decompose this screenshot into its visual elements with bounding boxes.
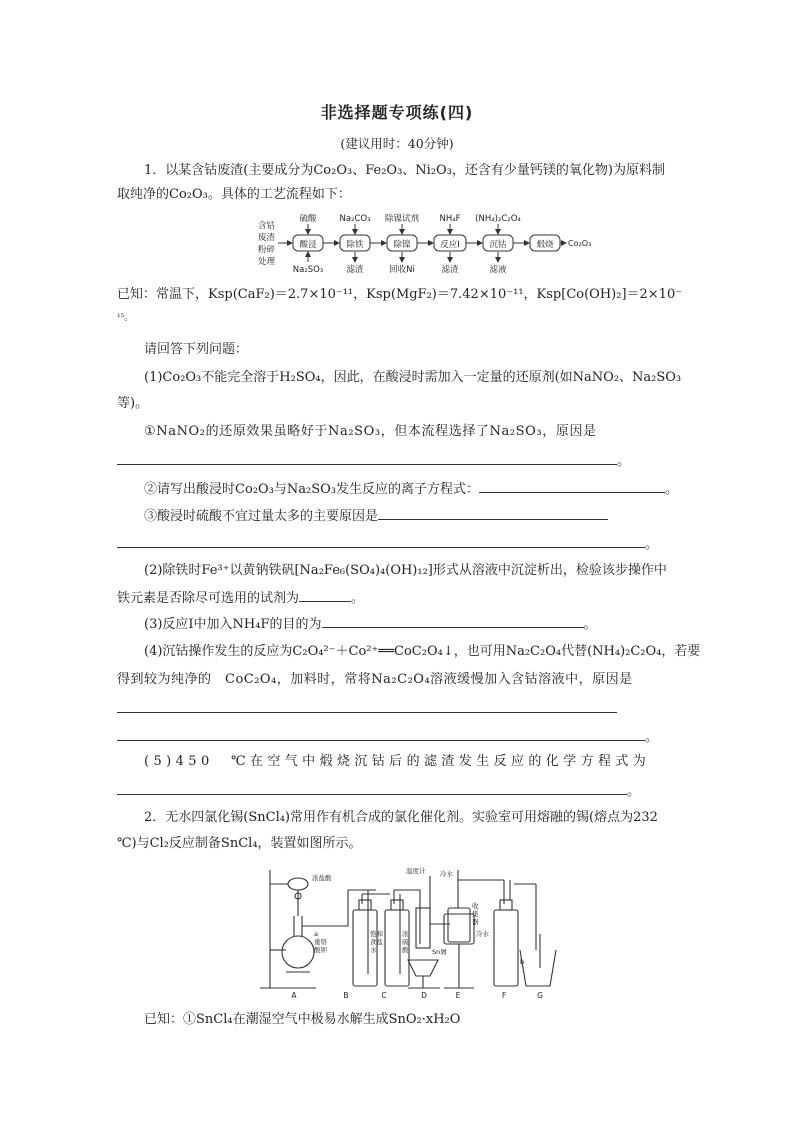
flow-top-2: Na₂CO₃ (339, 214, 371, 224)
answer-blank-4[interactable] (117, 533, 645, 548)
q1-part1-sub1-answer: 。 (117, 450, 630, 472)
label-nacl-3: 水 (370, 946, 377, 954)
answer-blank-7[interactable] (117, 698, 617, 713)
q1-intro-line2: 取纯净的Co₂O₃。具体的工艺流程如下： (117, 187, 351, 202)
label-coldwater-2: 冷水 (476, 930, 489, 938)
label-b: b (520, 958, 525, 966)
flow-top-3: 除镍试剂 (384, 214, 420, 224)
q1-part1-line2: 等)。 (117, 396, 149, 411)
label-collector-2: 集 (472, 910, 479, 918)
flow-step-6: 煅烧 (536, 240, 554, 250)
flow-start-1: 含钴 (258, 221, 276, 231)
label-dichromate-2: 酸钾 (314, 946, 327, 954)
label-dichromate-1: 重铬 (314, 938, 327, 946)
label-h2so4-3: 酸 (402, 946, 409, 954)
flow-step-3: 除镍 (393, 240, 411, 250)
answer-blank-5[interactable] (299, 587, 351, 602)
answer-blank-2[interactable] (479, 478, 665, 493)
label-nacl-1: 饱和 (370, 930, 383, 938)
q2-intro-line2: ℃)与Cl₂反应制备SnCl₄，装置如图所示。 (117, 836, 362, 851)
answer-blank-1[interactable] (117, 450, 617, 465)
label-G: G (537, 991, 543, 1000)
flow-step-1: 酸浸 (299, 240, 317, 250)
q2-intro-line1: 2．无水四氯化锡(SnCl₄)常用作有机合成的氯化催化剂。实验室可用熔融的锡(熔点为232 (144, 810, 658, 825)
flow-step-2: 除铁 (346, 240, 364, 250)
q1-part1-sub1: ①NaNO₂的还原效果虽略好于Na₂SO₃，但本流程选择了Na₂SO₃，原因是 (144, 424, 597, 439)
q1-part4-answer-cont: 。 (117, 726, 658, 748)
q1-part4-line2: 得到较为纯净的 CoC₂O₄，加料时，常将Na₂C₂O₄溶液缓慢加入含钴溶液中，原因是 (117, 672, 633, 687)
q1-part2-line2: 铁元素是否除尽可选用的试剂为 。 (117, 587, 364, 609)
page-subtitle: (建议用时：40分钟) (340, 136, 454, 151)
answer-blank-9[interactable] (117, 780, 627, 795)
q1-known-line2: ¹⁵。 (117, 313, 134, 323)
q1-part5: (5)450 ℃在空气中煅烧沉钴后的滤渣发生反应的化学方程式为 (144, 754, 651, 769)
label-coldwater-1: 冷水 (440, 870, 453, 878)
q1-known-line1: 已知：常温下，Ksp(CaF₂)＝2.7×10⁻¹¹，Ksp(MgF₂)＝7.42×10⁻¹¹，Ksp[Co(OH)₂]＝2×10⁻ (117, 287, 683, 302)
label-h2so4-1: 浓 (402, 930, 409, 938)
label-nacl-2: 食盐 (370, 938, 383, 946)
flow-bottom-2: 滤渣 (346, 265, 364, 275)
q1-ask: 请回答下列问题： (144, 342, 249, 357)
q1-part4-line1: (4)沉钴操作发生的反应为C₂O₄²⁻＋Co²⁺══CoC₂O₄↓，也可用Na₂C₂O₄代替(NH₄)₂C₂O₄，若要 (144, 644, 701, 659)
label-hcl: 浓盐酸 (312, 874, 332, 882)
flow-top-5: (NH₄)₂C₂O₄ (475, 214, 521, 224)
label-B: B (343, 991, 349, 1000)
label-collector-1: 收 (472, 902, 479, 910)
answer-blank-6[interactable] (322, 613, 584, 628)
flow-bottom-5: 滤液 (489, 265, 507, 275)
flow-top-1: 硫酸 (299, 214, 317, 224)
q1-part1-sub2: ②请写出酸浸时Co₂O₃与Na₂SO₃发生反应的离子方程式： 。 (144, 478, 678, 500)
q1-part1-sub3: ③酸浸时硫酸不宜过量太多的主要原因是 (144, 505, 608, 527)
q1-intro-line1: 1．以某含钴废渣(主要成分为Co₂O₃、Fe₂O₃、Ni₂O₃，还含有少量钙镁的氧化物)为原料制 (144, 163, 665, 178)
label-a: a (314, 930, 318, 938)
label-A: A (291, 991, 297, 1000)
label-thermometer: 温度计 (406, 867, 426, 875)
flow-start-2: 废渣 (258, 233, 276, 243)
flow-step-5: 沉钴 (489, 240, 507, 250)
q1-part2-line1: (2)除铁时Fe³⁺以黄钠铁矾[Na₂Fe₆(SO₄)₄(OH)₁₂]形式从溶液中沉淀析出，检验该步操作中 (144, 563, 667, 578)
q1-part4-answer (117, 698, 617, 720)
label-collector-3: 器 (472, 918, 479, 926)
answer-blank-3[interactable] (378, 505, 608, 520)
flow-top-4: NH₄F (439, 214, 461, 224)
flow-bottom-3: 回收Ni (389, 265, 415, 275)
q1-part1-line1: (1)Co₂O₃不能完全溶于H₂SO₄，因此，在酸浸时需加入一定量的还原剂(如NaNO₂、Na₂SO₃ (144, 370, 682, 385)
label-E: E (455, 991, 461, 1000)
q1-part3: (3)反应Ⅰ中加入NH₄F的目的为 。 (144, 613, 597, 635)
flow-start-3: 粉碎 (258, 245, 276, 255)
label-C: C (381, 991, 387, 1000)
process-flow-diagram (258, 212, 592, 275)
q2-known: 已知：①SnCl₄在潮湿空气中极易水解生成SnO₂·xH₂O (144, 1012, 461, 1027)
label-h2so4-2: 硫 (402, 938, 409, 946)
q1-part5-answer: 。 (117, 780, 640, 802)
label-D: D (421, 991, 427, 1000)
page-title: 非选择题专项练(四) (320, 103, 474, 122)
flow-start-4: 处理 (258, 257, 276, 267)
flow-step-4: 反应Ⅰ (440, 240, 460, 250)
answer-blank-8[interactable] (117, 726, 645, 741)
flow-bottom-4: 滤渣 (441, 265, 459, 275)
q1-part1-sub3-cont: 。 (117, 533, 658, 555)
label-F: F (501, 991, 507, 1000)
label-sn: Sn屑 (432, 948, 447, 956)
flow-bottom-1: Na₂SO₃ (292, 265, 324, 275)
flow-product: Co₂O₃ (568, 239, 592, 248)
apparatus-diagram (258, 864, 558, 1000)
